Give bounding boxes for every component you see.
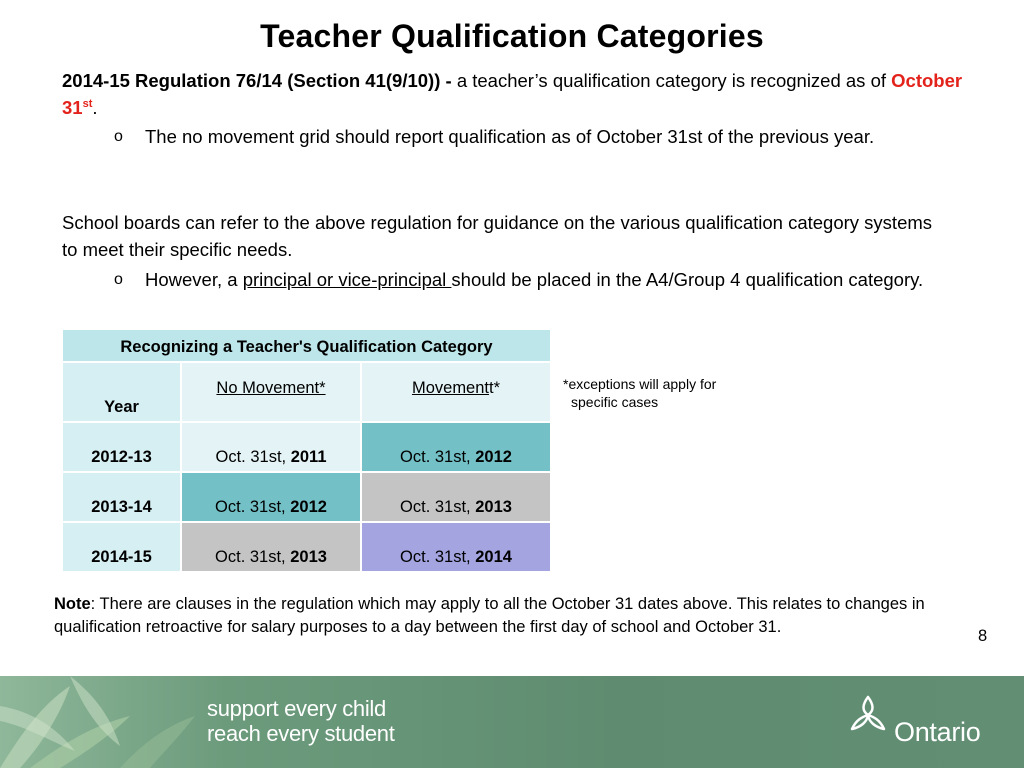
cell-year: 2013: [290, 548, 327, 566]
row-year: 2014-15: [62, 522, 181, 572]
cell-prefix: Oct. 31st,: [215, 498, 291, 516]
cell-movement: [361, 422, 551, 472]
col-header-movement-suffix: t*: [489, 379, 501, 397]
bullet-no-movement-text: The no movement grid should report qualification as of October 31st of the previous year.: [145, 126, 875, 147]
school-boards-paragraph: School boards can refer to the above regulation for guidance on the various qualification category systems to meet their specific needs.: [62, 212, 933, 260]
bullet-principal-pre: However, a: [145, 269, 243, 290]
table-row: [62, 422, 551, 472]
cell-prefix: Oct. 31st,: [215, 448, 291, 466]
trillium-icon: [846, 693, 890, 737]
col-header-no-movement-text: No Movement*: [216, 379, 326, 397]
bullet-principal: [114, 266, 975, 293]
cell-movement: [361, 522, 551, 572]
principal-link[interactable]: principal or vice-principal: [242, 269, 452, 290]
cell-prefix: Oct. 31st,: [215, 548, 291, 566]
qualification-table: [61, 328, 552, 573]
cell-prefix: Oct. 31st,: [400, 448, 476, 466]
regulation-paragraph: [62, 67, 972, 121]
cell-no-movement: [181, 422, 361, 472]
cell-year: 2013: [475, 498, 512, 516]
exceptions-line2: specific cases: [571, 394, 659, 410]
col-header-movement-text: Movement: [411, 379, 489, 397]
slogan-line1: support every child: [207, 696, 386, 721]
cell-movement: [361, 472, 551, 522]
ontario-wordmark: Ontario: [894, 717, 981, 747]
bullet-marker: o: [114, 271, 123, 288]
row-year: 2012-13: [62, 422, 181, 472]
cell-year: 2011: [290, 448, 327, 466]
leaves-decoration-icon: [0, 676, 200, 768]
cell-year: 2014: [475, 548, 512, 566]
note-text: : There are clauses in the regulation which may apply to all the October 31 dates above. This relates to changes in qualification retroactive for salary purposes to a day between the first day of school and October 31.: [54, 595, 925, 636]
table-row: [62, 522, 551, 572]
regulation-lead: 2014-15 Regulation 76/14 (Section 41(9/10)) -: [62, 70, 452, 91]
october-date-text: October 31: [62, 70, 963, 118]
cell-no-movement: [181, 522, 361, 572]
exceptions-note: [563, 375, 716, 411]
regulation-end: .: [92, 97, 98, 118]
col-header-year: Year: [62, 362, 181, 422]
bullet-principal-post: should be placed in the A4/Group 4 qualification category.: [451, 269, 924, 290]
exceptions-line1: *exceptions will apply for: [563, 376, 717, 392]
cell-prefix: Oct. 31st,: [400, 498, 476, 516]
footer-banner: [0, 676, 1024, 768]
note-label: Note: [54, 595, 91, 613]
bullet-marker: o: [114, 128, 123, 145]
table-header: Recognizing a Teacher's Qualification Category: [62, 329, 551, 362]
cell-year: 2012: [475, 448, 512, 466]
cell-year: 2012: [290, 498, 327, 516]
october-date-sup: st: [82, 98, 93, 110]
page-number: 8: [978, 627, 988, 645]
slogan: [207, 696, 395, 746]
col-header-no-movement: [181, 362, 361, 422]
cell-no-movement: [181, 472, 361, 522]
note-paragraph: [54, 593, 989, 639]
page-title: Teacher Qualification Categories: [260, 18, 764, 54]
cell-prefix: Oct. 31st,: [400, 548, 476, 566]
row-year: 2013-14: [62, 472, 181, 522]
regulation-text: a teacher’s qualification category is recognized as of: [451, 70, 892, 91]
bullet-no-movement: [114, 123, 945, 150]
col-header-movement: [361, 362, 551, 422]
slogan-line2: reach every student: [207, 721, 395, 746]
table-row: [62, 472, 551, 522]
